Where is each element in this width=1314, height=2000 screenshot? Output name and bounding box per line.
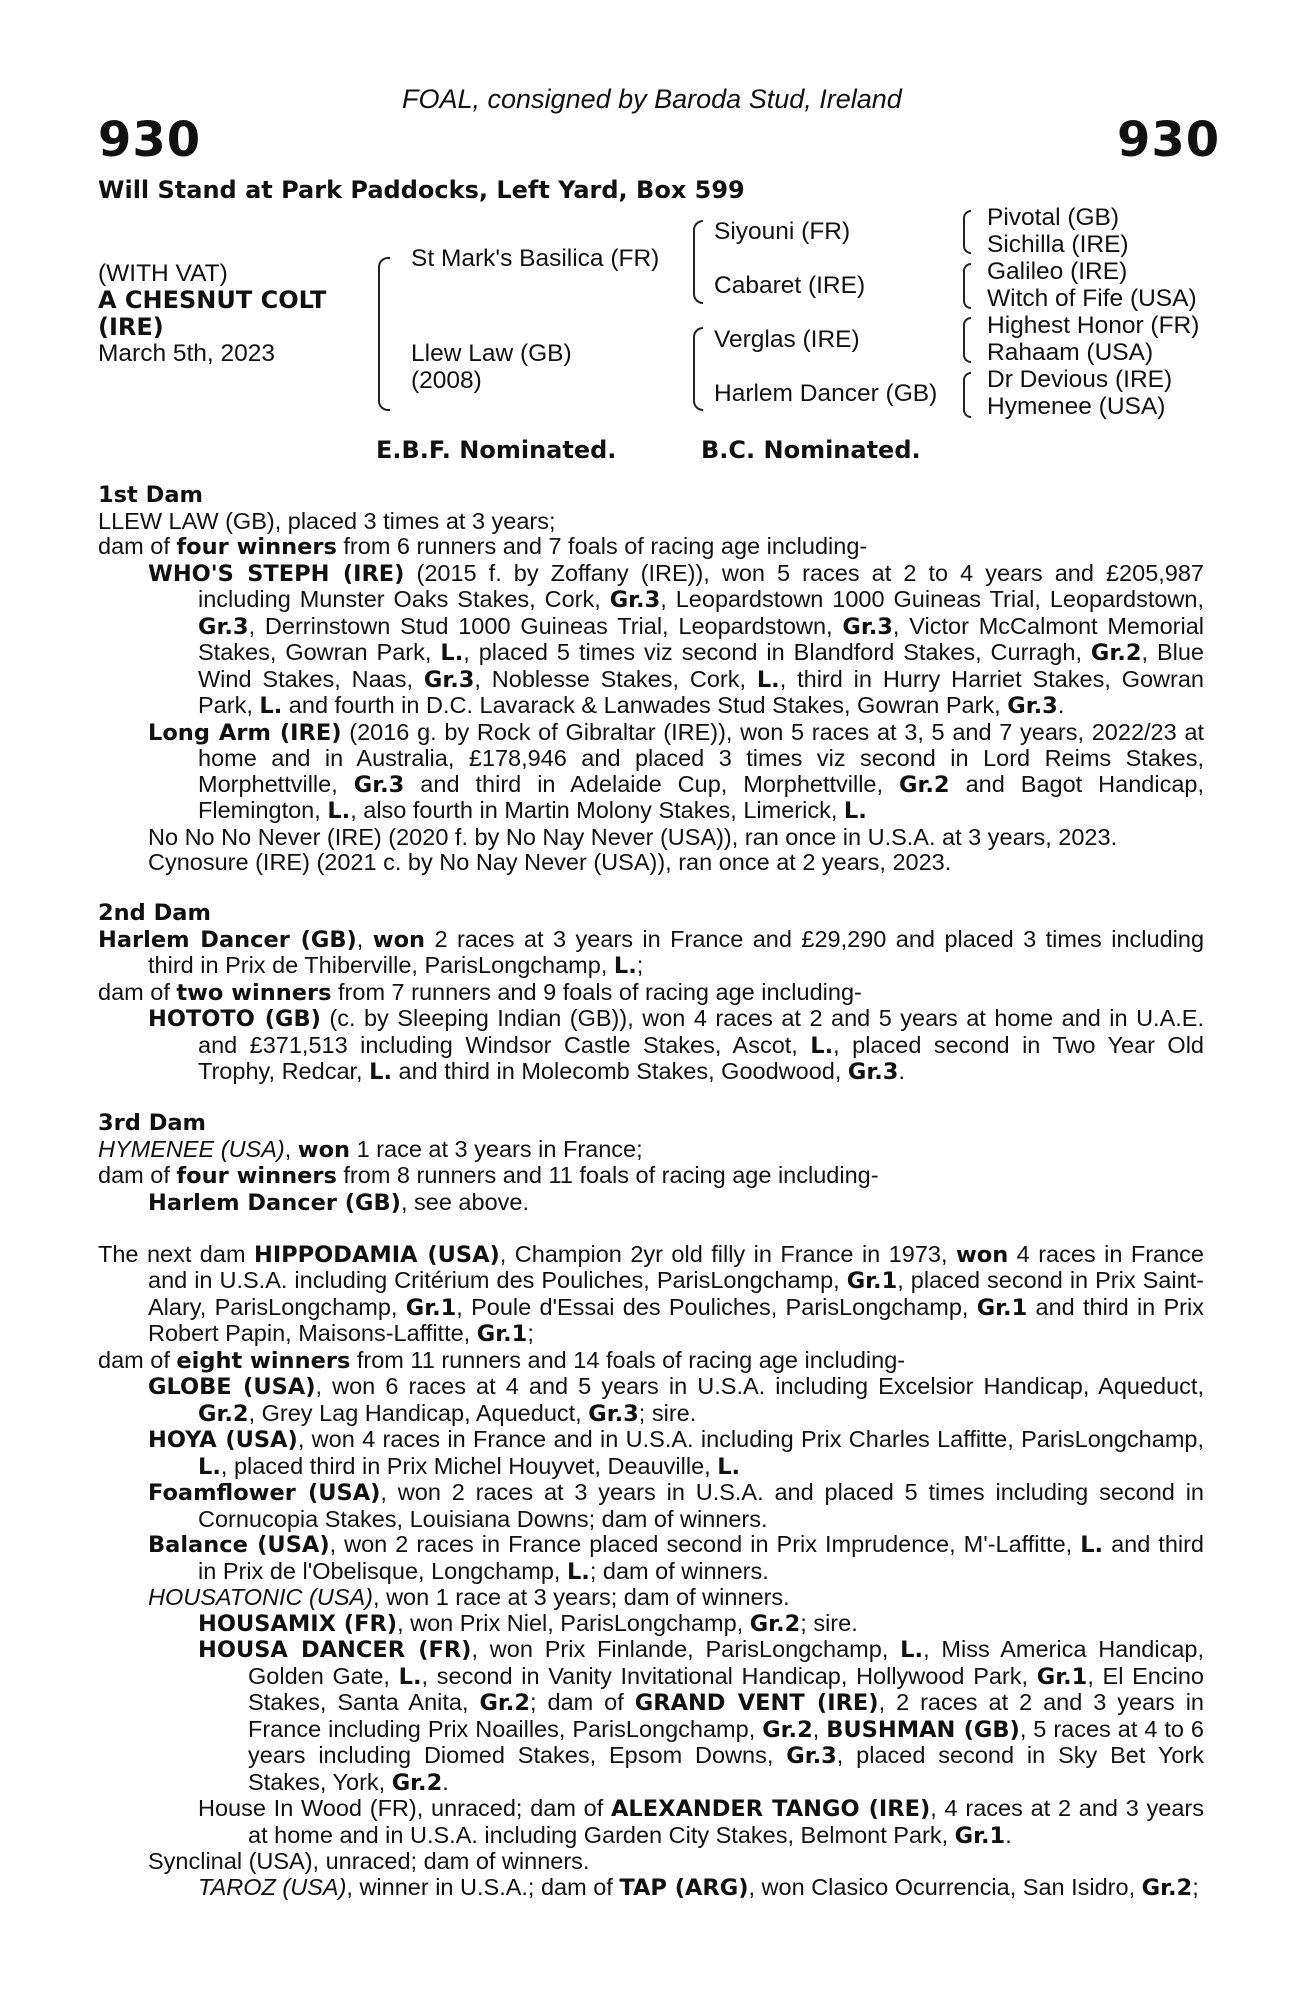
produce-cynosure: Cynosure (IRE) (2021 c. by No Nay Never (USA)), ran once at 2 years, 2023. — [148, 849, 952, 875]
next-dam-produce-summary: dam of eight winners from 11 runners and 14 foals of racing age including- — [98, 1346, 906, 1374]
ebf-nomination: E.B.F. Nominated. — [376, 436, 617, 464]
produce-housamix: HOUSAMIX (FR), won Prix Niel, ParisLongchamp, Gr.2; sire. — [198, 1609, 858, 1637]
produce-globe: GLOBE (USA), won 6 races at 4 and 5 years in U.S.A. including Excelsior Handicap, Aqueduct, Gr.2, Grey Lag Handicap, Aqueduct, Gr.3; sire. — [148, 1373, 1204, 1427]
pedigree-bracket-main — [378, 257, 390, 411]
produce-house-in-wood: House In Wood (FR), unraced; dam of ALEXANDER TANGO (IRE), 4 races at 2 and 3 years at home and in U.S.A. including Garden City Stakes, Belmont Park, Gr.1. — [198, 1795, 1204, 1849]
produce-housatonic: HOUSATONIC (USA), won 1 race at 3 years; dam of winners. — [148, 1584, 790, 1610]
produce-balance: Balance (USA), won 2 races in France placed second in Prix Imprudence, M'-Laffitte, L. and third in Prix de l'Obelisque, Longchamp, L.; dam of winners. — [148, 1531, 1205, 1585]
pedigree-bracket-ds — [963, 317, 971, 363]
pedigree-sss: Pivotal (GB) — [987, 204, 1120, 231]
first-dam-produce-summary: dam of four winners from 6 runners and 7 foals of racing age including- — [98, 533, 868, 560]
pedigree-ssd: Sichilla (IRE) — [987, 231, 1129, 258]
pedigree-bracket-sd — [963, 263, 971, 309]
third-dam-heading: 3rd Dam — [98, 1110, 206, 1136]
second-dam-produce-summary: dam of two winners from 7 runners and 9 foals of racing age including- — [98, 978, 862, 1006]
pedigree-sdd: Witch of Fife (USA) — [987, 285, 1197, 312]
third-dam-produce-summary: dam of four winners from 8 runners and 11 foals of racing age including- — [98, 1162, 879, 1189]
produce-housa-dancer: HOUSA DANCER (FR), won Prix Finlande, ParisLongchamp, L., Miss America Handicap, Golden Gate, L., second in Vanity Invitational Handicap, Hollywood Park, Gr.1, El Encino Stakes, Santa Anita, Gr.2; dam of GRAND VENT (IRE), 2 races at 2 and 3 years in France including Prix Noailles, ParisLongchamp, Gr.2, BUSHMAN (GB), 5 races at 4 to 6 years including Diomed Stakes, Epsom Downs, Gr.3, placed second in Sky Bet York Stakes, York, Gr.2. — [198, 1636, 1205, 1796]
pedigree-bracket-sire — [693, 220, 703, 304]
pedigree-bracket-ss — [963, 210, 971, 254]
next-dam-record: The next dam HIPPODAMIA (USA), Champion 2yr old filly in France in 1973, won 4 races in France and in U.S.A. including Critérium des Pouliches, ParisLongchamp, Gr.1, placed second in Prix Saint-Alary, ParisLongchamp, Gr.1, Poule d'Essai des Pouliches, ParisLongchamp, Gr.1 and third in Prix Robert Papin, Maisons-Laffitte, Gr.1; — [98, 1240, 1204, 1347]
bc-nomination: B.C. Nominated. — [701, 436, 921, 464]
first-dam-heading: 1st Dam — [98, 482, 203, 508]
foaling-date: March 5th, 2023 — [98, 340, 276, 367]
horse-description-country: (IRE) — [98, 313, 164, 341]
pedigree-sds: Galileo (IRE) — [987, 258, 1128, 285]
dam-dam-name: Harlem Dancer (GB) — [714, 380, 938, 407]
dam-year: (2008) — [411, 367, 482, 394]
pedigree-bracket-dd — [963, 372, 971, 418]
third-dam-record: HYMENEE (USA), won 1 race at 3 years in France; — [98, 1135, 643, 1163]
stand-location: Will Stand at Park Paddocks, Left Yard, Box 599 — [98, 176, 745, 204]
catalogue-body — [98, 483, 1204, 1901]
dam-sire-name: Verglas (IRE) — [714, 326, 860, 353]
produce-long-arm: Long Arm (IRE) (2016 g. by Rock of Gibraltar (IRE)), won 5 races at 3, 5 and 7 years, 2022/23 at home and in Australia, £178,946 and placed 3 times viz second in Lord Reims Stakes, Morphettville, Gr.3 and third in Adelaide Cup, Morphettville, Gr.2 and Bagot Handicap, Flemington, L., also fourth in Martin Molony Stakes, Limerick, L. — [148, 718, 1205, 824]
sire-dam-name: Cabaret (IRE) — [714, 272, 866, 299]
first-dam-record: LLEW LAW (GB), placed 3 times at 3 years; — [98, 507, 556, 534]
pedigree-bracket-dam — [693, 327, 703, 411]
produce-hototo: HOTOTO (GB) (c. by Sleeping Indian (GB)), won 4 races at 2 and 5 years at home and in U.A.E. and £371,513 including Windsor Castle Stakes, Ascot, L., placed second in Two Year Old Trophy, Redcar, L. and third in Molecomb Stakes, Goodwood, Gr.3. — [148, 1005, 1204, 1085]
produce-synclinal: Synclinal (USA), unraced; dam of winners. — [148, 1848, 590, 1874]
horse-description: A CHESNUT COLT — [98, 286, 327, 314]
consignment-line: FOAL, consigned by Baroda Stud, Ireland — [402, 84, 902, 114]
second-dam-heading: 2nd Dam — [98, 900, 211, 926]
produce-foamflower: Foamflower (USA), won 2 races at 3 years in U.S.A. and placed 5 times including second in Cornucopia Stakes, Louisiana Downs; dam of winners. — [148, 1479, 1204, 1532]
produce-whos-steph: WHO'S STEPH (IRE) (2015 f. by Zoffany (IRE)), won 5 races at 2 to 4 years and £205,987 including Munster Oaks Stakes, Cork, Gr.3, Leopardstown 1000 Guineas Trial, Leopardstown, Gr.3, Derrinstown Stud 1000 Guineas Trial, Leopardstown, Gr.3, Victor McCalmont Memorial Stakes, Gowran Park, L., placed 5 times viz second in Blandford Stakes, Curragh, Gr.2, Blue Wind Stakes, Naas, Gr.3, Noblesse Stakes, Cork, L., third in Hurry Harriet Stakes, Gowran Park, L. and fourth in D.C. Lavarack & Lanwades Stud Stakes, Gowran Park, Gr.3. — [148, 559, 1205, 719]
dam-name: Llew Law (GB) — [411, 340, 572, 367]
pedigree-dds: Dr Devious (IRE) — [987, 366, 1173, 393]
produce-no-no-no-never: No No No Never (IRE) (2020 f. by No Nay Never (USA)), ran once in U.S.A. at 3 years, 2023. — [148, 823, 1118, 850]
pedigree-dsd: Rahaam (USA) — [987, 339, 1154, 366]
pedigree-ddd: Hymenee (USA) — [987, 393, 1166, 420]
pedigree-dss: Highest Honor (FR) — [987, 312, 1200, 339]
produce-taroz: TAROZ (USA), winner in U.S.A.; dam of TAP (ARG), won Clasico Ocurrencia, San Isidro, Gr.2; — [198, 1873, 1199, 1901]
second-dam-record: Harlem Dancer (GB), won 2 races at 3 years in France and £29,290 and placed 3 times including third in Prix de Thiberville, ParisLongchamp, L.; — [98, 925, 1205, 979]
sire-name: St Mark's Basilica (FR) — [411, 245, 660, 272]
lot-number-left: 930 — [98, 112, 202, 168]
produce-hoya: HOYA (USA), won 4 races in France and in U.S.A. including Prix Charles Laffitte, ParisLongchamp, L., placed third in Prix Michel Houyvet, Deauville, L. — [148, 1426, 1204, 1480]
sire-sire-name: Siyouni (FR) — [714, 218, 851, 245]
produce-harlem-dancer: Harlem Dancer (GB), see above. — [148, 1188, 529, 1216]
lot-number-right: 930 — [1117, 112, 1221, 168]
vat-note: (WITH VAT) — [98, 260, 228, 287]
